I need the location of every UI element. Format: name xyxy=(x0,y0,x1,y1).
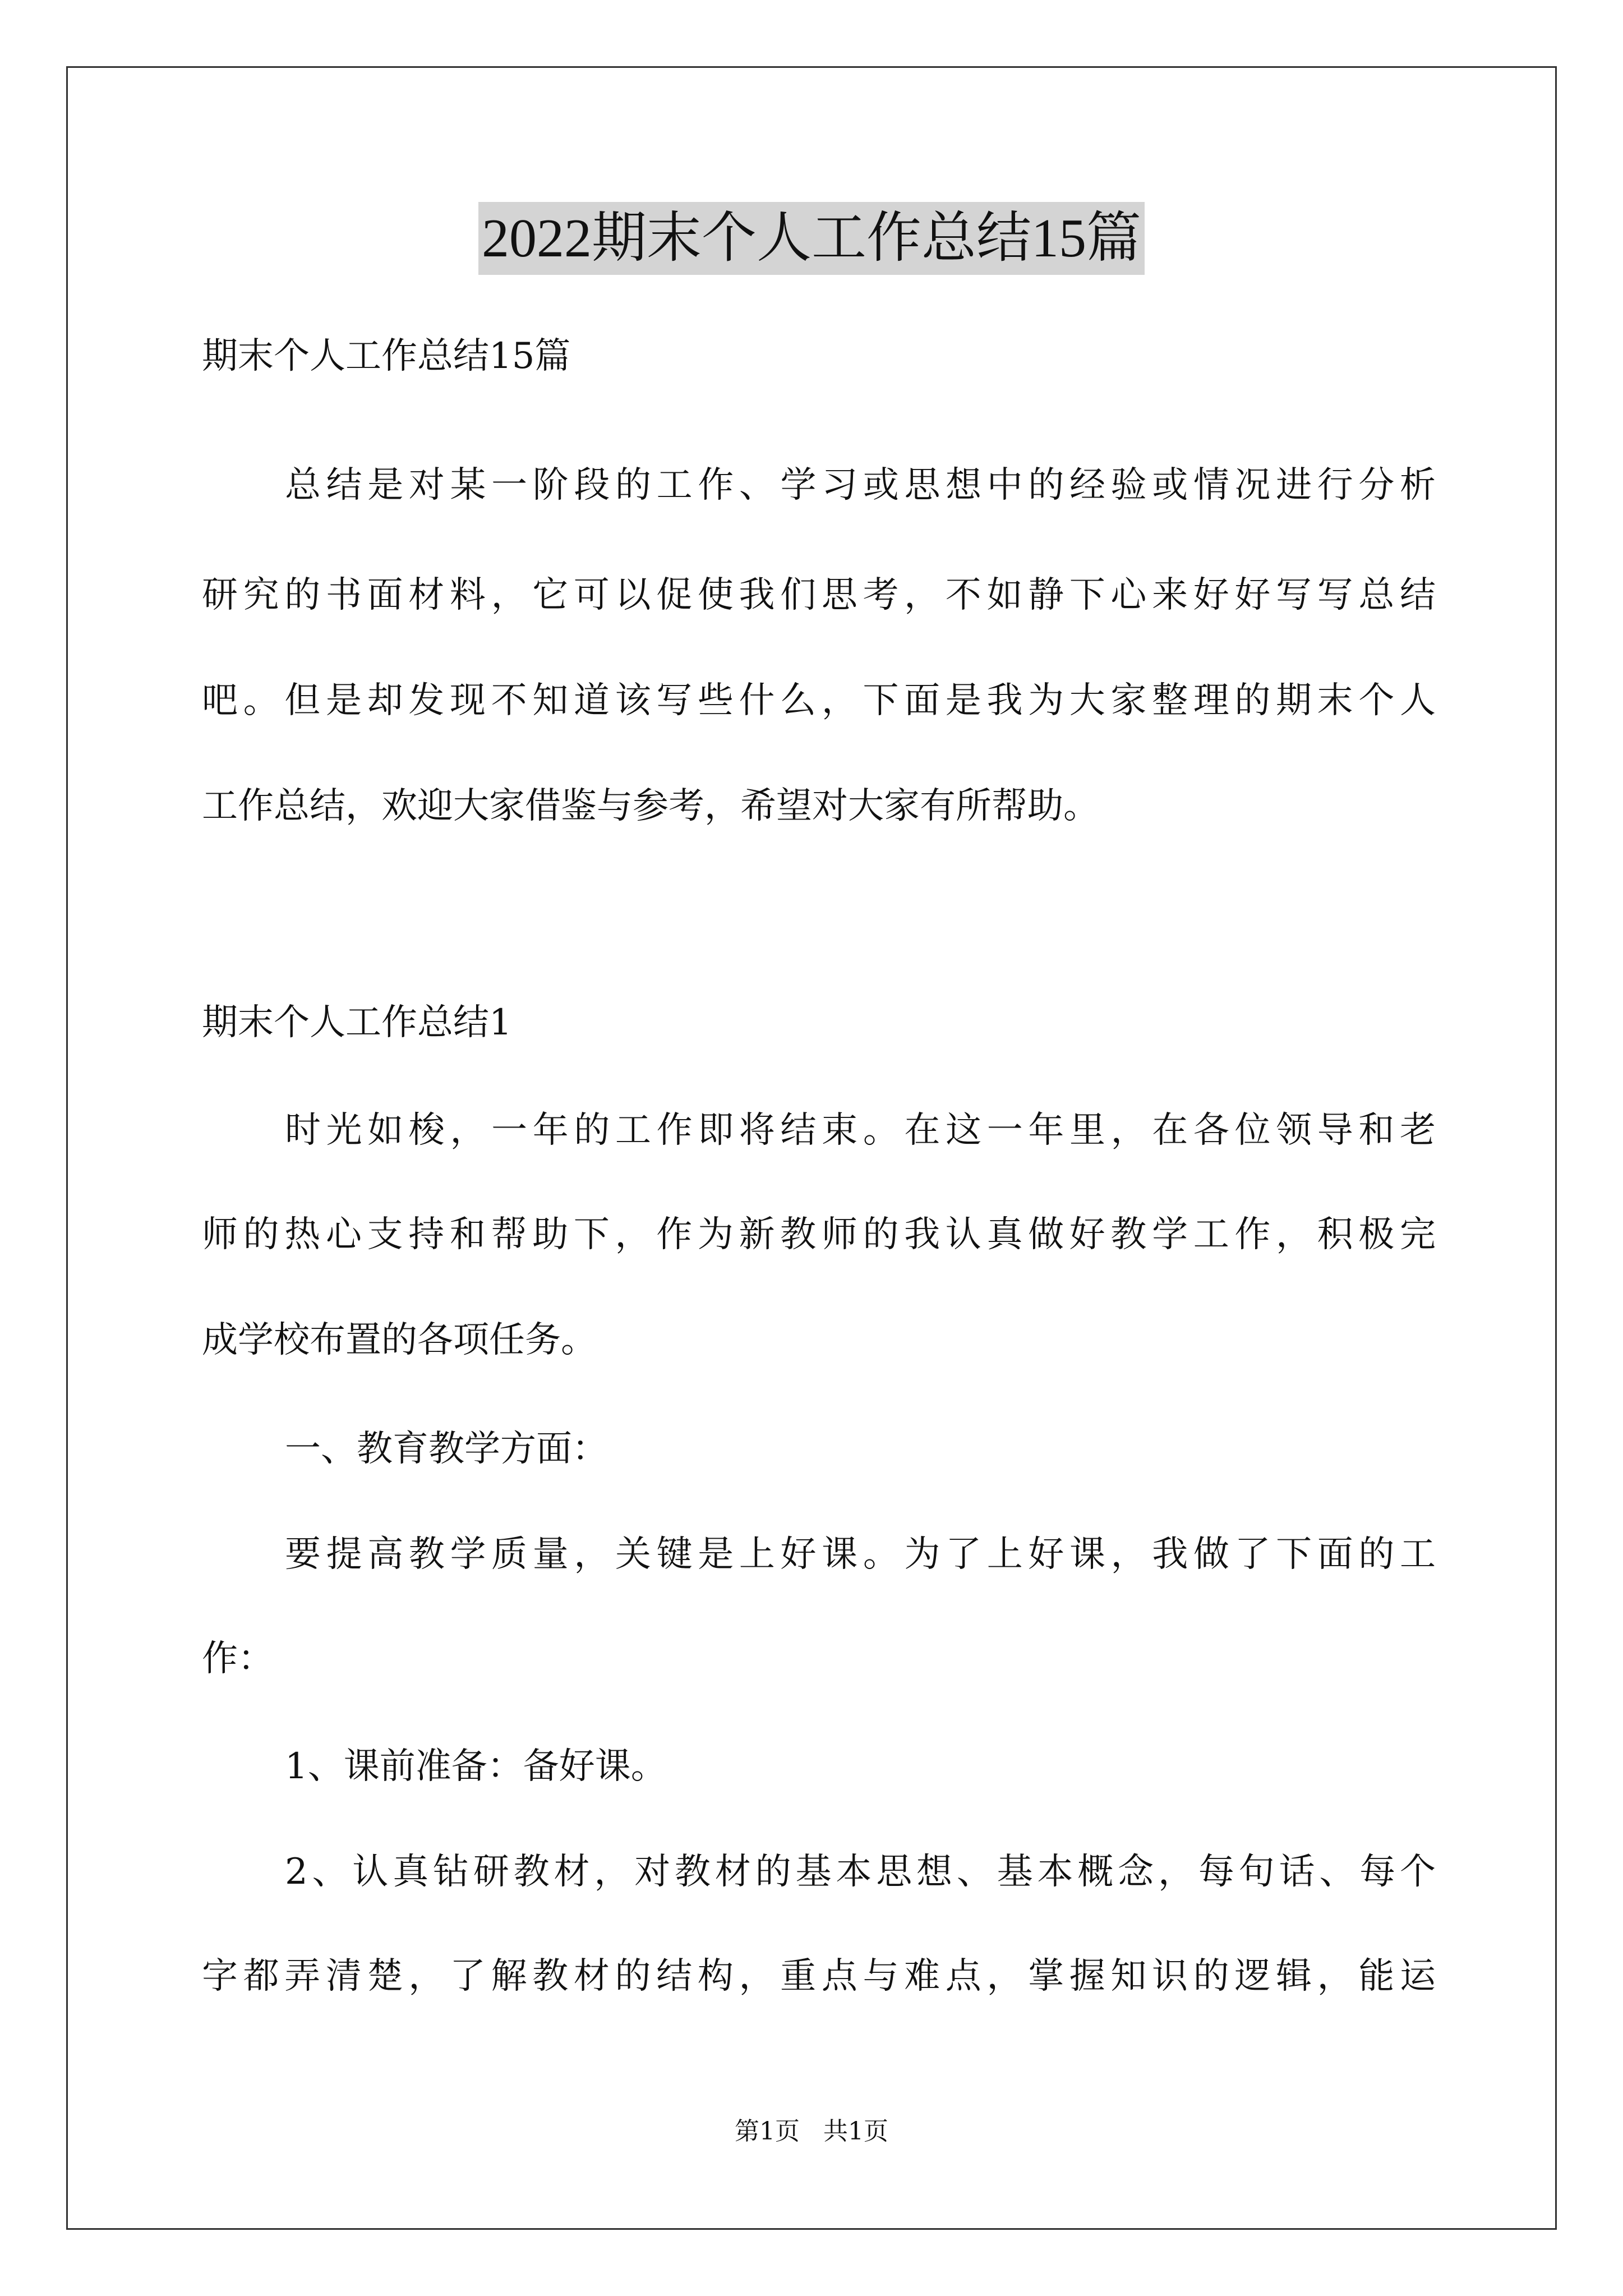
paragraph-line: 1、课前准备：备好课。 xyxy=(285,1746,667,1787)
paragraph-line: 一、教育教学方面： xyxy=(285,1428,608,1470)
document-title-text: 2022期末个人工作总结15篇 xyxy=(478,202,1145,275)
paragraph-line: 师的热心支持和帮助下，作为新教师的我认真做好教学工作，积极完 xyxy=(202,1214,1436,1255)
paragraph-line: 要提高教学质量，关键是上好课。为了上好课，我做了下面的工 xyxy=(285,1534,1436,1575)
paragraph-line: 时光如梭，一年的工作即将结束。在这一年里，在各位领导和老 xyxy=(285,1110,1436,1151)
paragraph-line: 吧。但是却发现不知道该写些什么，下面是我为大家整理的期末个人 xyxy=(202,680,1436,721)
paragraph-line: 成学校布置的各项任务。 xyxy=(202,1319,597,1361)
section-heading: 期末个人工作总结1 xyxy=(202,1002,512,1043)
page-footer: 第1页 共1页 xyxy=(735,2117,888,2146)
paragraph-line: 总结是对某一阶段的工作、学习或思想中的经验或情况进行分析 xyxy=(285,464,1436,506)
subtitle-line: 期末个人工作总结15篇 xyxy=(202,335,571,377)
paragraph-line: 研究的书面材料，它可以促使我们思考，不如静下心来好好写写总结 xyxy=(202,574,1436,616)
paragraph-line: 工作总结，欢迎大家借鉴与参考，希望对大家有所帮助。 xyxy=(202,785,1099,827)
paragraph-line: 2、认真钻研教材，对教材的基本思想、基本概念，每句话、每个 xyxy=(285,1851,1436,1893)
paragraph-line: 作： xyxy=(202,1638,274,1680)
paragraph-line: 字都弄清楚，了解教材的结构，重点与难点，掌握知识的逻辑，能运 xyxy=(202,1955,1436,1997)
document-title xyxy=(0,202,1623,275)
